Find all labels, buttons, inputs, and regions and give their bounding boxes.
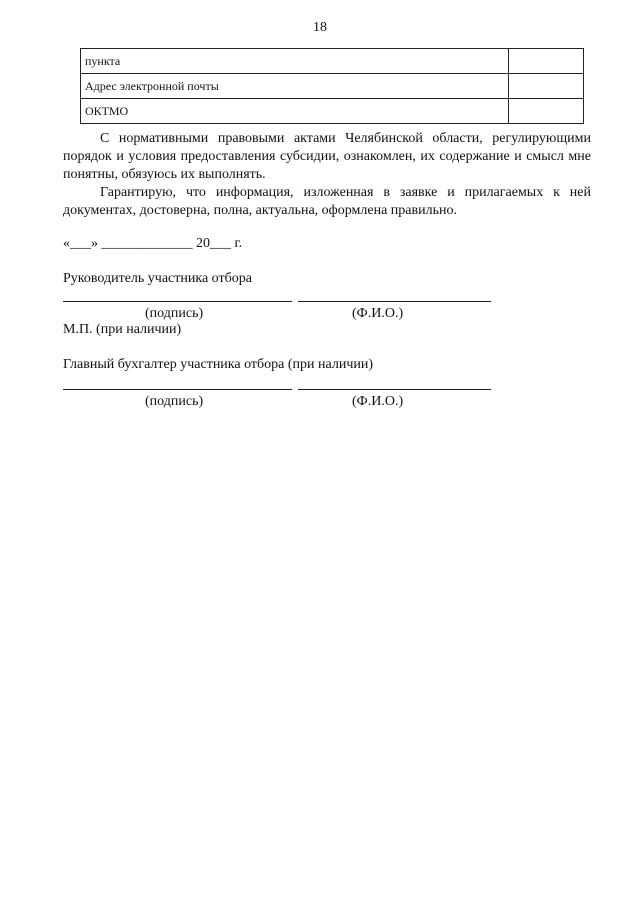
accountant-name-line [298, 389, 491, 390]
table-row [81, 49, 584, 74]
table-cell-label: Адрес электронной почты [81, 74, 509, 99]
date-line: «___» _____________ 20___ г. [63, 236, 243, 251]
accountant-signature-line [63, 389, 292, 390]
table-cell-value [509, 99, 584, 124]
table-row [81, 99, 584, 124]
stamp-note: М.П. (при наличии) [63, 322, 182, 337]
acknowledgement-paragraph: С нормативными правовыми актами Челябинской области, регулирующими порядок и условия предоставления субсидии, ознакомлен, их содержание и смысл мне понятны, обязуюсь их выполнять. [63, 131, 591, 182]
accountant-name-label: (Ф.И.О.) [352, 394, 404, 409]
head-name-line [298, 301, 491, 302]
accountant-signature-title: Главный бухгалтер участника отбора (при наличии) [63, 357, 374, 372]
head-name-label: (Ф.И.О.) [352, 306, 404, 321]
info-table [80, 48, 584, 124]
table-cell-value [509, 49, 584, 74]
head-signature-line [63, 301, 292, 302]
head-signature-label: (подпись) [145, 306, 204, 321]
guarantee-paragraph: Гарантирую, что информация, изложенная в заявке и прилагаемых к ней документах, достоверна, полна, актуальна, оформлена правильно. [63, 185, 591, 218]
table-cell-label: ОКТМО [81, 99, 509, 124]
page-number: 18 [313, 20, 327, 35]
table-row [81, 74, 584, 99]
accountant-signature-label: (подпись) [145, 394, 204, 409]
table-cell-value [509, 74, 584, 99]
table-cell-label: пункта [81, 49, 509, 74]
head-signature-title: Руководитель участника отбора [63, 271, 252, 286]
